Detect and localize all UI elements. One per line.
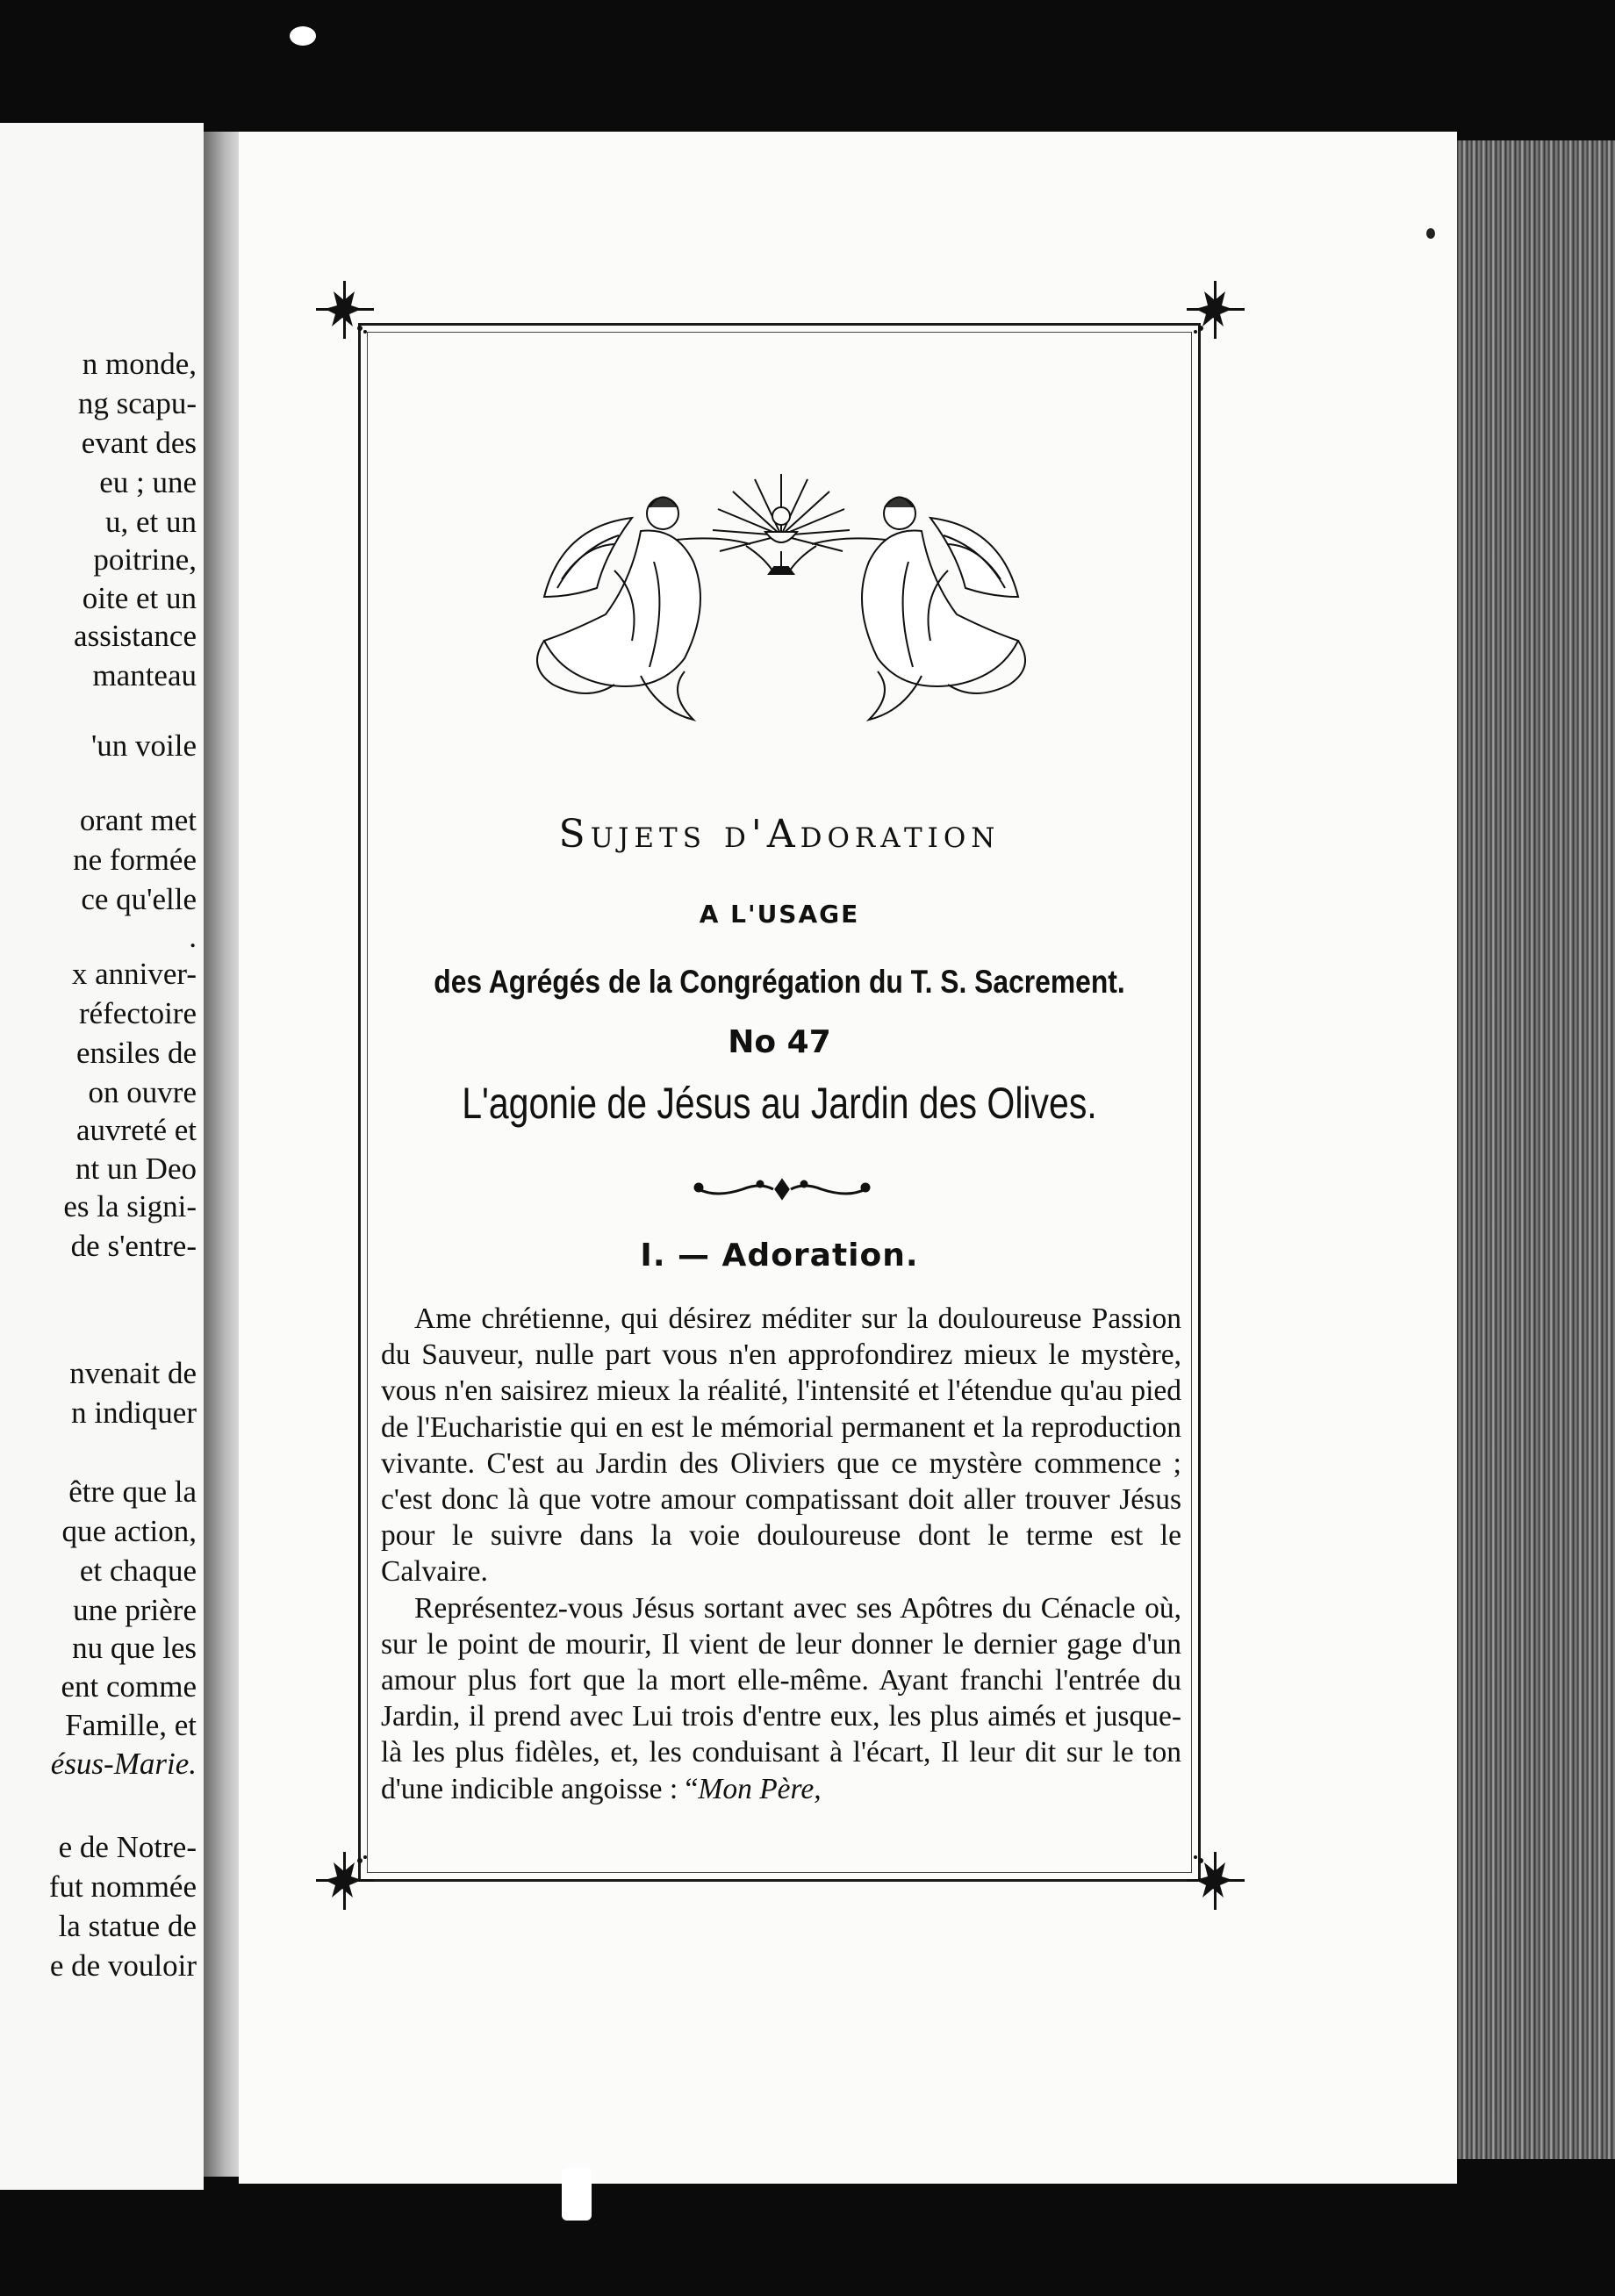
previous-page-line: et chaque [79, 1553, 197, 1588]
paragraph-2 [381, 1590, 1181, 1807]
previous-page-line: nu que les [72, 1631, 197, 1665]
corner-ornament-top-left [314, 279, 376, 341]
book-gutter [204, 132, 239, 2177]
previous-page-line: ésus-Marie. [50, 1747, 197, 1781]
previous-page-line: Famille, et [65, 1708, 197, 1742]
previous-page-line: poitrine, [93, 542, 197, 577]
previous-page-line: ent comme [61, 1669, 197, 1704]
previous-page-line: on ouvre [88, 1075, 197, 1109]
previous-page-line: assistance [74, 619, 197, 653]
previous-page-line: nvenait de [69, 1356, 197, 1390]
angels-chalice-illustration [509, 465, 1053, 728]
previous-page-line: oite et un [82, 581, 197, 615]
usage-line: A L'USAGE [699, 900, 860, 929]
previous-page-line: u, et un [104, 505, 197, 539]
divider-ornament [690, 1172, 874, 1207]
paragraph-2-quote: Mon Père, [698, 1772, 822, 1805]
congregation-line: des Agrégés de la Congrégation du T. S. Sacrement. [434, 964, 1125, 1000]
scan-speck [562, 2168, 592, 2221]
previous-page-line: n indiquer [71, 1396, 197, 1430]
previous-page-line: n monde, [82, 347, 197, 381]
body-text [381, 1301, 1181, 1807]
previous-page-line: 'un voile [90, 728, 197, 763]
previous-page-line: eu ; une [99, 465, 197, 499]
previous-page-line: ne formée [73, 843, 197, 877]
previous-page-line: ensiles de [75, 1036, 197, 1070]
corner-ornament-bottom-right [1185, 1850, 1246, 1912]
subject-title: L'agonie de Jésus au Jardin des Olives. [462, 1079, 1097, 1128]
previous-page-line: e de vouloir [49, 1948, 197, 1983]
previous-page-line: que action, [61, 1514, 197, 1548]
section-heading: I. — Adoration. [640, 1238, 919, 1274]
scan-speck [290, 26, 316, 46]
corner-ornament-top-right [1185, 279, 1246, 341]
previous-page-line: auvreté et [76, 1113, 197, 1147]
previous-page-line: ce qu'elle [81, 882, 197, 916]
previous-page-line: de s'entre- [70, 1229, 197, 1263]
previous-page-line: fut nommée [48, 1869, 197, 1904]
scan-speck [1426, 228, 1435, 239]
previous-page-line: es la signi- [63, 1189, 197, 1223]
previous-page-line: réfectoire [78, 996, 197, 1030]
previous-page-line: e de Notre- [58, 1830, 197, 1864]
previous-page-line: manteau [92, 658, 197, 692]
issue-number: No 47 [728, 1024, 831, 1060]
page-edges [1457, 140, 1615, 2159]
previous-page-line: la statue de [58, 1909, 197, 1943]
publication-title: Sujets d'Adoration [558, 812, 1001, 857]
previous-page-line: être que la [68, 1474, 197, 1509]
corner-ornament-bottom-left [314, 1850, 376, 1912]
previous-page-line: une prière [73, 1593, 197, 1627]
previous-page-line: orant met [79, 803, 197, 837]
previous-page-line: x anniver- [71, 957, 197, 991]
previous-page [0, 123, 204, 2190]
paragraph-2-text: Représentez-vous Jésus sortant avec ses Apôtres du Cénacle où, sur le point de mourir, Il vient de leur donner le dernier gage d'un amour plus fort que la mort elle-même. Ayant franchi l'entrée du Jardin, il prend avec Lui trois d'entre eux, les plus aimés et jusque-là les plus fidèles, et, les conduisant à l'écart, Il leur dit sur le ton d'une indicible angoisse : “ [381, 1591, 1181, 1805]
previous-page-line: nt un Deo [75, 1152, 197, 1186]
previous-page-line: . [189, 920, 197, 954]
paragraph-1: Ame chrétienne, qui désirez méditer sur la douloureuse Passion du Sauveur, nulle part vous n'en approfondirez mieux le mystère, vous n'en saisirez mieux la réalité, l'intensité et l'étendue qu'au pied de l'Eucharistie qui en est le mémorial permanent et la reproduction vivante. C'est au Jardin des Oliviers que ce mystère commence ; c'est donc là que votre amour compatissant doit aller trouver Jésus pour le suivre dans la voie douloureuse dont le terme est le Calvaire. [381, 1302, 1181, 1589]
previous-page-line: ng scapu- [77, 386, 197, 420]
previous-page-line: evant des [81, 426, 197, 460]
